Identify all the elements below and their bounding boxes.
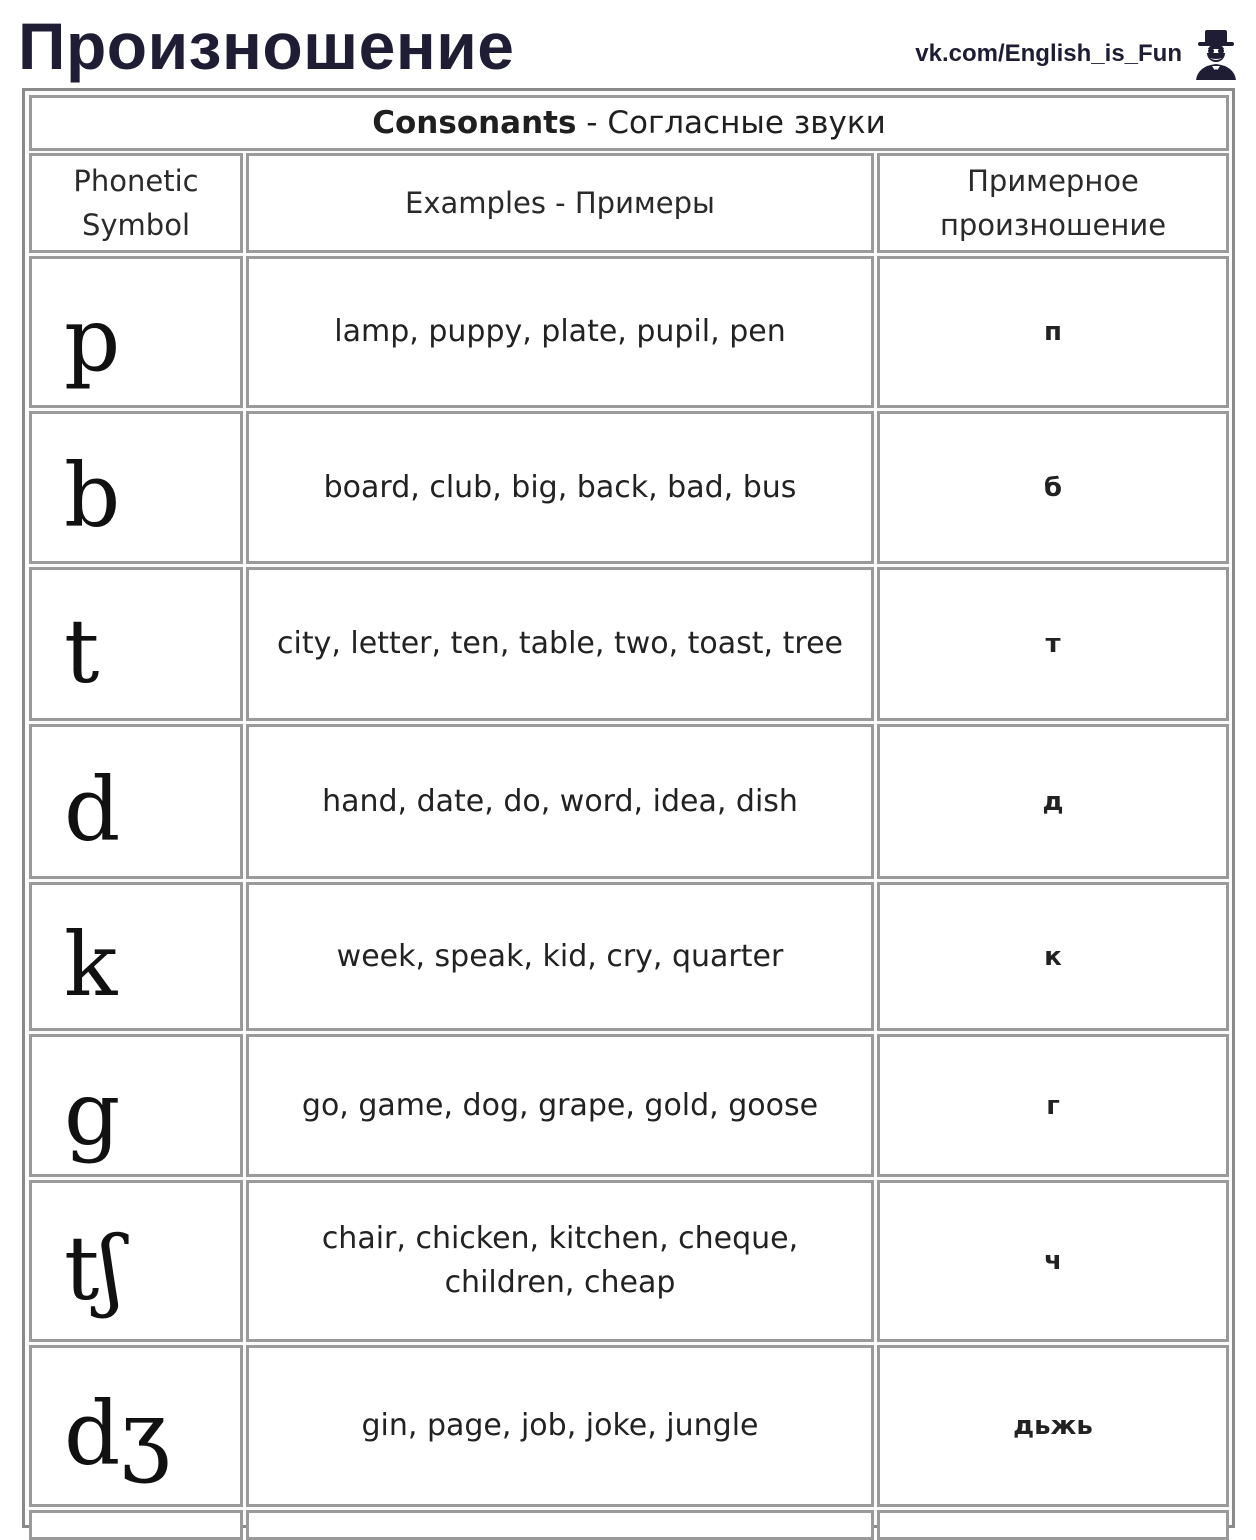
table-row-pronunciation <box>877 411 1229 564</box>
table-row-pronunciation <box>877 256 1229 408</box>
russian-approximation: б <box>1043 472 1063 503</box>
table-row-examples <box>246 567 874 721</box>
table-row-examples <box>246 411 874 564</box>
table-row-pronunciation <box>877 1034 1229 1177</box>
header-examples <box>246 153 874 253</box>
header-pron-line1: Примерное <box>967 164 1139 198</box>
examples-line1: board, club, big, back, bad, bus <box>323 469 797 505</box>
table-caption <box>29 95 1229 151</box>
consonants-table <box>22 88 1235 1528</box>
table-row-examples <box>246 1345 874 1507</box>
caption-bold: Consonants <box>372 105 577 141</box>
russian-approximation: г <box>1046 1090 1060 1121</box>
table-row-pronunciation <box>877 882 1229 1031</box>
header-examples-text: Examples - Примеры <box>405 186 715 220</box>
table-row-examples <box>246 724 874 879</box>
russian-approximation: т <box>1045 629 1061 659</box>
caption-text <box>372 105 886 141</box>
table-row-symbol <box>29 1034 243 1177</box>
examples-line1: gin, page, job, joke, jungle <box>361 1408 759 1443</box>
russian-approximation: п <box>1044 317 1062 347</box>
table-row-partial <box>877 1510 1229 1540</box>
russian-approximation: д <box>1042 786 1064 817</box>
phonetic-symbol: b <box>64 443 121 547</box>
examples-line1: chair, chicken, kitchen, cheque, <box>321 1221 799 1256</box>
phonetic-symbol: dʒ <box>64 1382 171 1485</box>
phonetic-symbol: g <box>64 1061 121 1165</box>
phonetic-symbol: k <box>64 912 118 1016</box>
phonetic-symbol: tʃ <box>64 1217 124 1320</box>
table-row-symbol <box>29 1180 243 1342</box>
header-symbol-line1: Phonetic <box>73 164 199 198</box>
source-link[interactable]: vk.com/English_is_Fun <box>915 40 1182 67</box>
page-title: Произношение <box>18 9 515 83</box>
examples-line1: city, letter, ten, table, two, toast, tree <box>276 626 843 661</box>
table-row-examples <box>246 882 874 1031</box>
table-row-examples <box>246 1180 874 1342</box>
table-row-partial <box>246 1510 874 1540</box>
source-credit <box>915 26 1242 82</box>
phonetic-symbol: d <box>64 757 121 861</box>
examples-line1: lamp, puppy, plate, pupil, pen <box>334 314 786 349</box>
header-symbol-line2: Symbol <box>81 208 191 242</box>
examples-line1: hand, date, do, word, idea, dish <box>322 783 798 819</box>
phonetic-symbol: t <box>64 600 100 703</box>
table-row-examples <box>246 1034 874 1177</box>
table-row-pronunciation <box>877 567 1229 721</box>
russian-approximation: к <box>1044 941 1062 972</box>
table-row-symbol <box>29 1345 243 1507</box>
table-row-symbol <box>29 256 243 408</box>
table-row-symbol <box>29 567 243 721</box>
header-pron-line2: произношение <box>939 208 1167 242</box>
table-row-examples <box>246 256 874 408</box>
table-row-symbol <box>29 724 243 879</box>
examples-line2: children, cheap <box>444 1265 676 1300</box>
russian-approximation: дьжь <box>1013 1411 1093 1441</box>
table-row-pronunciation <box>877 724 1229 879</box>
table-row-partial <box>29 1510 243 1540</box>
russian-approximation: ч <box>1044 1246 1062 1276</box>
examples-line1: week, speak, kid, cry, quarter <box>336 938 784 974</box>
header-symbol <box>29 153 243 253</box>
header-pronunciation <box>877 153 1229 253</box>
table-row-pronunciation <box>877 1180 1229 1342</box>
table-row-symbol <box>29 411 243 564</box>
table-row-symbol <box>29 882 243 1031</box>
phonetic-symbol: p <box>64 288 121 391</box>
caption-rest: - Согласные звуки <box>576 105 886 141</box>
examples-line1: go, game, dog, grape, gold, goose <box>301 1087 819 1123</box>
gentleman-mascot-icon <box>1190 28 1242 80</box>
table-row-pronunciation <box>877 1345 1229 1507</box>
